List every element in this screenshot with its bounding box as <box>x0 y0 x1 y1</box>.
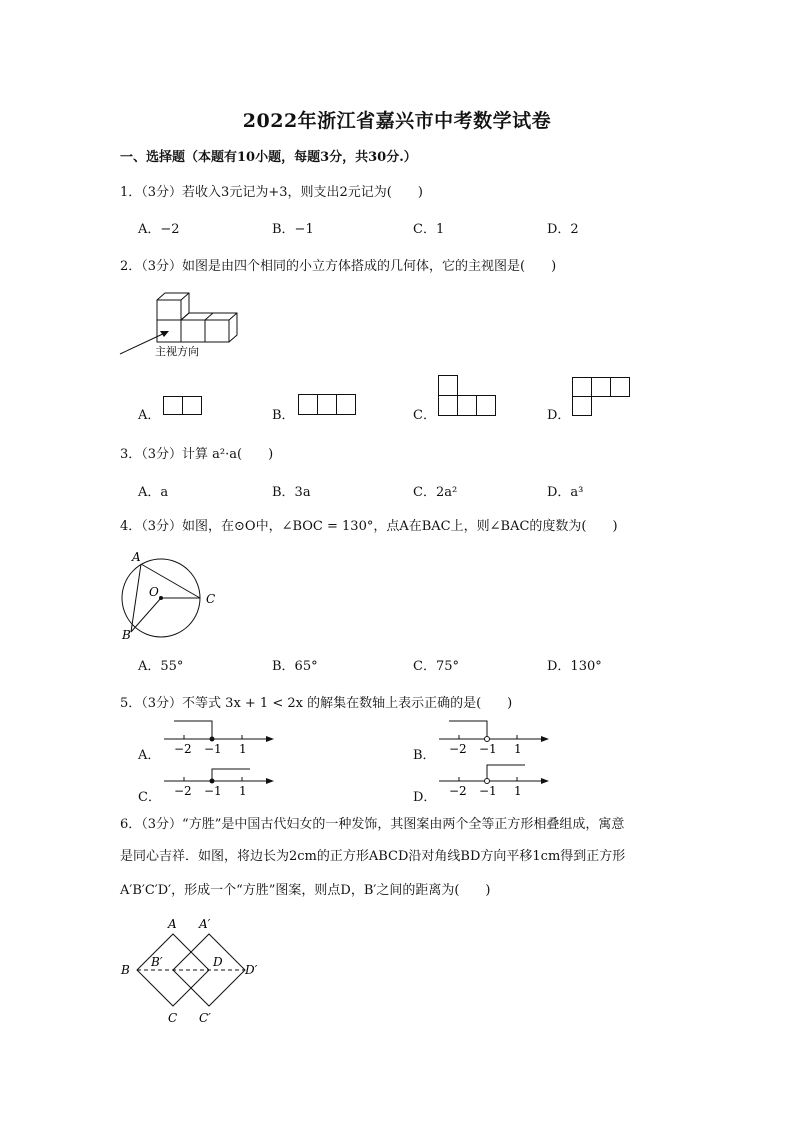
svg-text:−1: −1 <box>204 784 222 798</box>
question-6-stem-line-2: 是同心吉祥．如图，将边长为2cm的正方形ABCD沿对角线BD方向平移1cm得到正方形 <box>120 849 626 864</box>
svg-text:−1: −1 <box>204 742 222 756</box>
q2-cube-figure <box>115 288 245 368</box>
svg-text:B: B <box>121 963 130 977</box>
svg-text:−2: −2 <box>449 742 467 756</box>
q2-option-c-label: C． <box>413 408 436 423</box>
q5-option-a-numberline <box>160 718 280 758</box>
svg-text:A: A <box>168 917 177 931</box>
q2-option-c-figure <box>438 375 498 417</box>
q4-option-b: B．65° <box>272 659 318 674</box>
q2-option-b-label: B． <box>272 408 295 423</box>
q1-option-b: B．−1 <box>272 222 314 237</box>
question-3-stem: 3．（3分）计算 a²·a( ) <box>120 447 274 462</box>
q5-option-a-label: A． <box>138 748 161 763</box>
q2-option-a-figure <box>163 396 203 416</box>
q4-label-c: C <box>206 592 216 606</box>
q3-option-b: B．3a <box>272 485 311 500</box>
svg-text:1: 1 <box>239 742 247 756</box>
svg-text:−1: −1 <box>479 784 497 798</box>
question-5-stem: 5．（3分）不等式 3x + 1 < 2x 的解集在数轴上表示正确的是( ) <box>120 696 513 711</box>
q2-option-a-label: A． <box>138 408 161 423</box>
q6-fangsheng-figure <box>115 912 275 1027</box>
q5-option-c-label: C． <box>138 790 161 805</box>
svg-text:1: 1 <box>514 742 522 756</box>
question-6-stem-line-1: 6．（3分）“方胜”是中国古代妇女的一种发饰，其图案由两个全等正方形相叠组成，寓意 <box>120 817 625 832</box>
q4-label-b: B <box>122 628 131 642</box>
svg-text:D′: D′ <box>245 963 258 977</box>
q5-option-c-numberline <box>160 760 280 800</box>
svg-text:C: C <box>168 1011 178 1025</box>
svg-text:1: 1 <box>514 784 522 798</box>
q5-option-d-label: D． <box>413 790 437 805</box>
q2-option-b-figure <box>298 394 358 416</box>
question-4-stem: 4．（3分）如图，在⊙O中，∠BOC = 130°，点A在BAC上，则∠BAC的度数为( ) <box>120 519 618 534</box>
page-title: 2022年浙江省嘉兴市中考数学试卷 <box>242 110 552 132</box>
question-2-stem: 2．（3分）如图是由四个相同的小立方体搭成的几何体，它的主视图是( ) <box>120 259 557 274</box>
svg-text:−2: −2 <box>174 742 192 756</box>
question-1-stem: 1．（3分）若收入3元记为+3，则支出2元记为( ) <box>120 185 423 200</box>
q4-option-d: D．130° <box>547 659 602 674</box>
q1-option-d: D．2 <box>547 222 579 237</box>
q2-option-d-figure <box>572 377 632 417</box>
q4-option-c: C．75° <box>413 659 459 674</box>
svg-text:−2: −2 <box>174 784 192 798</box>
svg-text:−1: −1 <box>479 742 497 756</box>
svg-text:D: D <box>213 955 223 969</box>
q2-option-d-label: D． <box>547 408 571 423</box>
question-6-stem-line-3: A′B′C′D′，形成一个“方胜”图案，则点D，B′之间的距离为( ) <box>120 883 491 898</box>
q4-label-o: O <box>149 585 159 599</box>
q4-label-a: A <box>132 550 141 564</box>
q4-option-a: A．55° <box>138 659 184 674</box>
svg-text:C′: C′ <box>199 1011 211 1025</box>
svg-text:A′: A′ <box>199 917 211 931</box>
q1-option-a: A．−2 <box>138 222 180 237</box>
q3-option-c: C．2a² <box>413 485 458 500</box>
q5-option-b-numberline <box>435 718 555 758</box>
q3-option-d: D．a³ <box>547 485 584 500</box>
svg-text:B′: B′ <box>151 955 163 969</box>
q2-view-direction-label: 主视方向 <box>155 345 199 358</box>
svg-text:−2: −2 <box>449 784 467 798</box>
q5-option-b-label: B． <box>413 748 436 763</box>
section-heading: 一、选择题（本题有10小题，每题3分，共30分.） <box>120 150 417 165</box>
q4-circle-figure <box>115 548 225 643</box>
svg-text:1: 1 <box>239 784 247 798</box>
q1-option-c: C．1 <box>413 222 445 237</box>
q3-option-a: A．a <box>138 485 169 500</box>
q5-option-d-numberline <box>435 760 555 800</box>
